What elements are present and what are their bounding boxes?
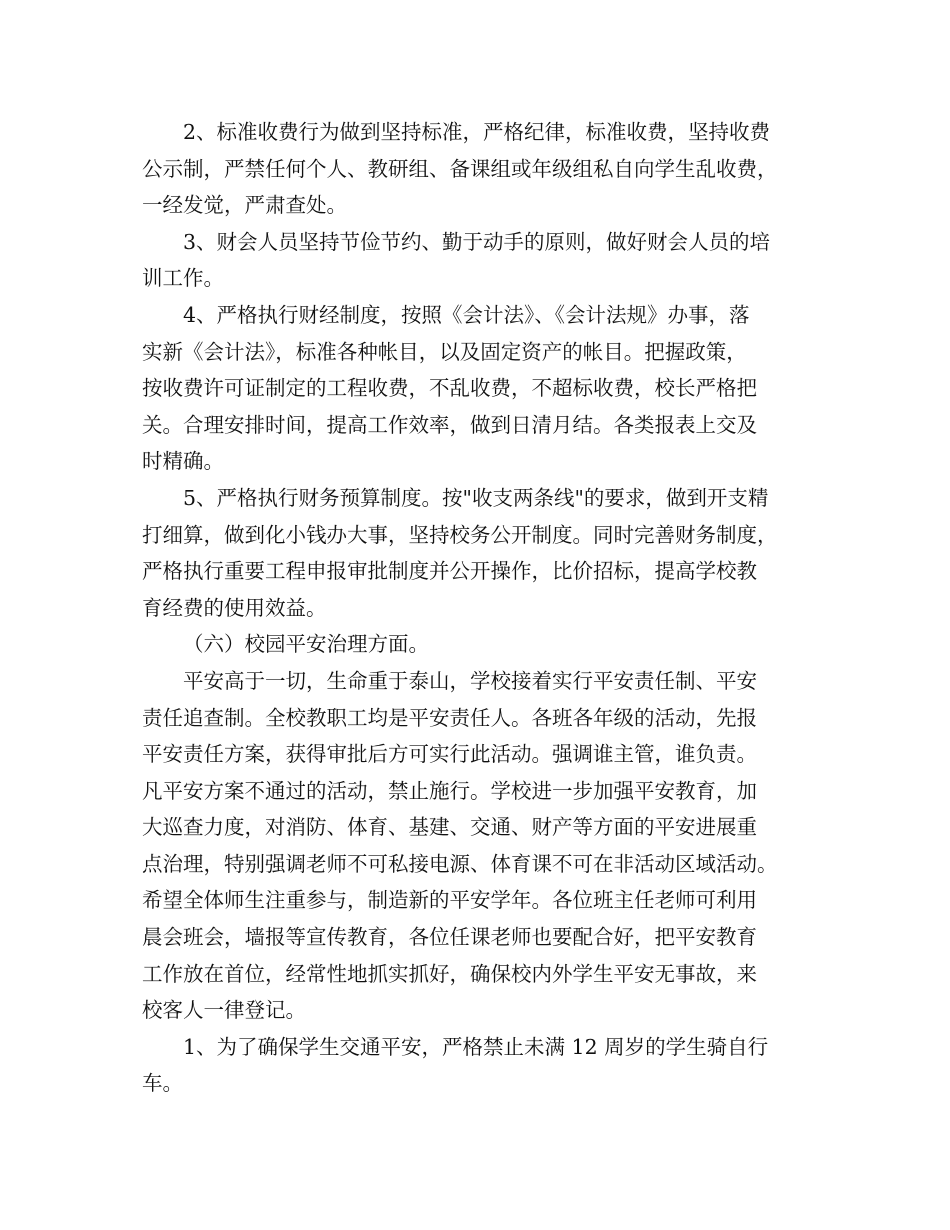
document-body (142, 114, 810, 1102)
text-line: 5、严格执行财务预算制度。按"收支两条线"的要求，做到开支精 (183, 485, 769, 510)
text-line: 4、严格执行财经制度，按照《会计法》、《会计法规》办事，落 (183, 302, 750, 327)
text-line: 严格执行重要工程申报审批制度并公开操作，比价招标，提高学校教 (142, 559, 757, 584)
text-line: 时精确。 (142, 449, 224, 474)
text-line: 凡平安方案不通过的活动，禁止施行。学校进一步加强平安教育，加 (142, 778, 757, 803)
text-line: 按收费许可证制定的工程收费，不乱收费，不超标收费，校长严格把 (142, 376, 757, 401)
text-line: 车。 (142, 1071, 183, 1096)
text-line: 点治理，特别强调老师不可私接电源、体育课不可在非活动区域活动。 (142, 851, 778, 876)
text-line: 责任追查制。全校教职工均是平安责任人。各班各年级的活动，先报 (142, 705, 757, 730)
text-line: 3、财会人员坚持节俭节约、勤于动手的原则，做好财会人员的培 (183, 229, 771, 254)
text-line: 工作放在首位，经常性地抓实抓好，确保校内外学生平安无事故，来 (142, 961, 757, 986)
text-line: 平安高于一切，生命重于泰山，学校接着实行平安责任制、平安 (183, 668, 757, 693)
text-line: 平安责任方案，获得审批后方可实行此活动。强调谁主管，谁负责。 (142, 742, 757, 767)
text-line: 实新《会计法》，标准各种帐目，以及固定资产的帐目。把握政策， (142, 339, 747, 364)
text-line: （六）校园平安治理方面。 (183, 632, 429, 657)
text-line: 一经发觉，严肃查处。 (142, 193, 347, 218)
text-line: 校客人一律登记。 (142, 998, 306, 1023)
text-line: 训工作。 (142, 266, 224, 291)
text-line: 育经费的使用效益。 (142, 595, 327, 620)
text-line: 2、标准收费行为做到坚持标准，严格纪律，标准收费，坚持收费 (183, 120, 771, 144)
text-line: 1、为了确保学生交通平安，严格禁止未满 12 周岁的学生骑自行 (183, 1034, 769, 1059)
text-line: 打细算，做到化小钱办大事，坚持校务公开制度。同时完善财务制度， (142, 522, 778, 547)
text-line: 希望全体师生注重参与，制造新的平安学年。各位班主任老师可利用 (142, 888, 757, 913)
text-line: 晨会班会，墙报等宣传教育，各位任课老师也要配合好，把平安教育 (142, 925, 757, 950)
text-line: 公示制，严禁任何个人、教研组、备课组或年级组私自向学生乱收费， (142, 156, 778, 181)
text-line: 大巡查力度，对消防、体育、基建、交通、财产等方面的平安进展重 (142, 815, 757, 840)
text-line: 关。合理安排时间，提高工作效率，做到日清月结。各类报表上交及 (142, 412, 757, 437)
